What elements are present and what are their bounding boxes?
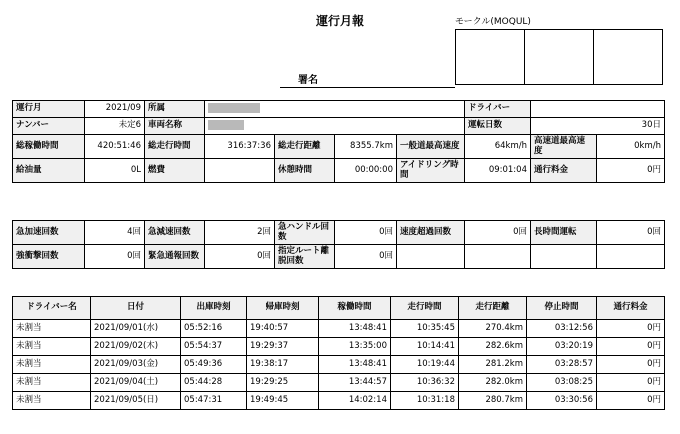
- seal-cell: [524, 30, 593, 84]
- signature-line: [280, 87, 455, 88]
- seal-cell: [456, 30, 524, 84]
- driving-days-label: 運転日数: [465, 118, 531, 135]
- table-cell: 10:14:41: [391, 338, 459, 356]
- table-cell: 10:31:18: [391, 392, 459, 410]
- redacted-block: [208, 120, 244, 130]
- sudden-accel-label: 急加速回数: [13, 221, 85, 245]
- number-label: ナンバー: [13, 118, 85, 135]
- table-row: [13, 320, 665, 338]
- event-count-table: [12, 220, 665, 269]
- table-cell: 13:48:41: [319, 356, 391, 374]
- speeding-label: 速度超過回数: [397, 221, 465, 245]
- table-row: [13, 392, 665, 410]
- table-cell: 05:49:36: [181, 356, 247, 374]
- total-drive-time-value: 316:37:36: [205, 135, 275, 159]
- column-header: 稼働時間: [319, 297, 391, 320]
- empty-cell: [531, 245, 597, 269]
- table-cell: 03:28:57: [527, 356, 597, 374]
- table-cell: 14:02:14: [319, 392, 391, 410]
- fuel-economy-value: [205, 159, 275, 183]
- table-cell: 未割当: [13, 320, 91, 338]
- sudden-accel-value: 4回: [85, 221, 145, 245]
- daily-log-table: [12, 296, 665, 410]
- table-cell: 10:19:44: [391, 356, 459, 374]
- table-cell: 未割当: [13, 374, 91, 392]
- vehicle-info-table: [12, 100, 665, 183]
- table-cell: 19:49:45: [247, 392, 319, 410]
- table-cell: 19:38:17: [247, 356, 319, 374]
- table-cell: 05:52:16: [181, 320, 247, 338]
- table-cell: 0円: [597, 392, 665, 410]
- seal-stamp-boxes: [455, 29, 663, 85]
- emergency-label: 緊急通報回数: [145, 245, 205, 269]
- table-cell: 19:40:57: [247, 320, 319, 338]
- table-row: [13, 374, 665, 392]
- fuel-economy-label: 燃費: [145, 159, 205, 183]
- idle-time-label: アイドリング時間: [397, 159, 465, 183]
- column-header: 通行料金: [597, 297, 665, 320]
- column-header: ドライバー名: [13, 297, 91, 320]
- toll-label: 通行料金: [531, 159, 597, 183]
- table-cell: 05:54:37: [181, 338, 247, 356]
- total-work-value: 420:51:46: [85, 135, 145, 159]
- total-drive-time-label: 総走行時間: [145, 135, 205, 159]
- rest-time-label: 休憩時間: [275, 159, 335, 183]
- table-cell: 13:48:41: [319, 320, 391, 338]
- strong-impact-label: 強衝撃回数: [13, 245, 85, 269]
- long-drive-value: 0回: [597, 221, 665, 245]
- table-cell: 10:35:45: [391, 320, 459, 338]
- table-cell: 05:44:28: [181, 374, 247, 392]
- max-speed-label: 一般道最高速度: [397, 135, 465, 159]
- table-cell: 03:08:25: [527, 374, 597, 392]
- affiliation-value: [205, 101, 465, 118]
- table-cell: 2021/09/05(日): [91, 392, 181, 410]
- highway-speed-label: 高速道最高速度: [531, 135, 597, 159]
- max-speed-value: 64km/h: [465, 135, 531, 159]
- idle-time-value: 09:01:04: [465, 159, 531, 183]
- table-cell: 03:20:19: [527, 338, 597, 356]
- table-cell: 未割当: [13, 392, 91, 410]
- month-label: 運行月: [13, 101, 85, 118]
- table-cell: 2021/09/04(土): [91, 374, 181, 392]
- table-cell: 19:29:37: [247, 338, 319, 356]
- driver-label: ドライバー: [465, 101, 531, 118]
- rest-time-value: 00:00:00: [335, 159, 397, 183]
- table-cell: 2021/09/01(水): [91, 320, 181, 338]
- month-value: 2021/09: [85, 101, 145, 118]
- strong-impact-value: 0回: [85, 245, 145, 269]
- total-distance-label: 総走行距離: [275, 135, 335, 159]
- total-distance-value: 8355.7km: [335, 135, 397, 159]
- column-header: 帰庫時刻: [247, 297, 319, 320]
- table-cell: 0円: [597, 356, 665, 374]
- emergency-value: 0回: [205, 245, 275, 269]
- table-cell: 13:44:57: [319, 374, 391, 392]
- table-cell: 282.0km: [459, 374, 527, 392]
- toll-value: 0円: [597, 159, 665, 183]
- driver-value: [531, 101, 665, 118]
- empty-cell: [465, 245, 531, 269]
- total-work-label: 総稼働時間: [13, 135, 85, 159]
- table-cell: 0円: [597, 338, 665, 356]
- table-cell: 未割当: [13, 356, 91, 374]
- table-cell: 19:29:25: [247, 374, 319, 392]
- table-cell: 2021/09/02(木): [91, 338, 181, 356]
- empty-cell: [597, 245, 665, 269]
- seal-cell: [593, 30, 662, 84]
- company-name: モークル(MOQUL): [455, 17, 531, 27]
- fuel-value: 0L: [85, 159, 145, 183]
- sudden-handle-label: 急ハンドル回数: [275, 221, 335, 245]
- table-cell: 03:12:56: [527, 320, 597, 338]
- sudden-decel-label: 急減速回数: [145, 221, 205, 245]
- column-header: 停止時間: [527, 297, 597, 320]
- table-cell: 13:35:00: [319, 338, 391, 356]
- table-cell: 281.2km: [459, 356, 527, 374]
- signature-label: 署名: [298, 75, 318, 86]
- affiliation-label: 所属: [145, 101, 205, 118]
- vehicle-name-label: 車両名称: [145, 118, 205, 135]
- table-cell: 2021/09/03(金): [91, 356, 181, 374]
- table-cell: 282.6km: [459, 338, 527, 356]
- driving-days-value: 30日: [531, 118, 665, 135]
- table-cell: 0円: [597, 374, 665, 392]
- number-value: 未定6: [85, 118, 145, 135]
- fuel-label: 給油量: [13, 159, 85, 183]
- route-deviation-value: 0回: [335, 245, 397, 269]
- table-cell: 未割当: [13, 338, 91, 356]
- table-row: [13, 338, 665, 356]
- table-cell: 270.4km: [459, 320, 527, 338]
- redacted-block: [208, 103, 260, 113]
- column-header: 走行距離: [459, 297, 527, 320]
- column-header: 出庫時刻: [181, 297, 247, 320]
- column-header: 日付: [91, 297, 181, 320]
- table-cell: 10:36:32: [391, 374, 459, 392]
- table-cell: 05:47:31: [181, 392, 247, 410]
- report-title: 運行月報: [315, 14, 364, 28]
- sudden-decel-value: 2回: [205, 221, 275, 245]
- table-cell: 0円: [597, 320, 665, 338]
- table-cell: 280.7km: [459, 392, 527, 410]
- long-drive-label: 長時間運転: [531, 221, 597, 245]
- speeding-value: 0回: [465, 221, 531, 245]
- route-deviation-label: 指定ルート離脱回数: [275, 245, 335, 269]
- table-cell: 03:30:56: [527, 392, 597, 410]
- highway-speed-value: 0km/h: [597, 135, 665, 159]
- sudden-handle-value: 0回: [335, 221, 397, 245]
- column-header: 走行時間: [391, 297, 459, 320]
- vehicle-name-value: [205, 118, 465, 135]
- empty-cell: [397, 245, 465, 269]
- table-row: [13, 356, 665, 374]
